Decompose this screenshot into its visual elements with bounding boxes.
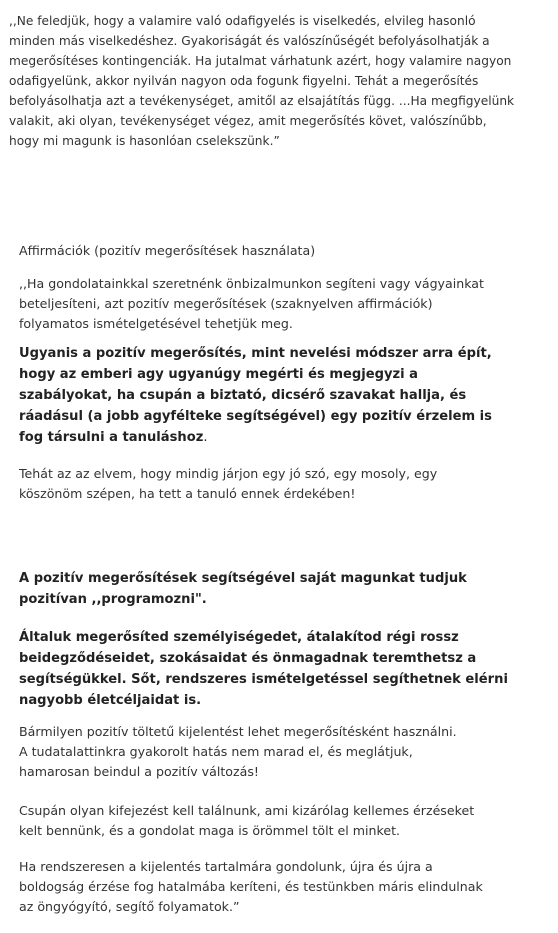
behaviour-quote bbox=[9, 11, 554, 151]
bold2-line: pozitívan ,,programozni". bbox=[19, 592, 207, 607]
bold-paragraph-personality bbox=[19, 627, 508, 711]
plain3-line: Csupán olyan kifejezést kell találnunk, ami kizárólag kellemes érzéseket bbox=[19, 803, 475, 818]
quote1-line: hogy mi magunk is hasonlóan cselekszünk.” bbox=[9, 134, 280, 148]
plain2-line: A tudatalattinkra gyakorolt hatás nem marad el, és meglátjuk, bbox=[19, 744, 413, 759]
quote1-line: valakit, aki olyan, tevékenységet végez, amit megerősítés követ, valószínűbb, bbox=[9, 114, 487, 128]
plain1-line: köszönöm szépen, ha tett a tanuló ennek érdekében! bbox=[19, 486, 356, 501]
bold1-line: szabályokat, ha csupán a biztató, dicsérő szavakat hallja, és bbox=[19, 388, 467, 403]
bold1-line: ráadásul (a jobb agyfélteke segítségével) egy pozitív érzelem is bbox=[19, 409, 492, 424]
quote2-line: folyamatos ismételgetésével tehetjük meg. bbox=[19, 316, 293, 331]
quote1-line: minden más viselkedéshez. Gyakoriságát és valószínűségét befolyásolhatják a bbox=[9, 34, 490, 48]
paragraph-principle bbox=[19, 464, 437, 504]
bold-paragraph-programming bbox=[19, 568, 467, 610]
section-heading: Affirmációk (pozitív megerősítések használata) bbox=[19, 243, 316, 258]
bold1-line: Ugyanis a pozitív megerősítés, mint nevelési módszer arra épít, bbox=[19, 346, 492, 361]
bold1-line: hogy az emberi agy ugyanúgy megérti és megjegyzi a bbox=[19, 367, 419, 382]
bold3-line: Általuk megerősíted személyiségedet, átalakítod régi rossz bbox=[19, 630, 459, 645]
plain4-line: Ha rendszeresen a kijelentés tartalmára gondolunk, újra és újra a bbox=[19, 859, 433, 874]
plain2-line: Bármilyen pozitív töltetű kijelentést lehet megerősítésként használni. bbox=[19, 724, 457, 739]
plain1-line: Tehát az az elvem, hogy mindig járjon egy jó szó, egy mosoly, egy bbox=[19, 466, 438, 481]
quote2-line: beteljesíteni, azt pozitív megerősítések (szaknyelven affirmációk) bbox=[19, 296, 433, 311]
bold1-line: fog társulni a tanuláshoz bbox=[19, 430, 204, 445]
quote2-line: ,,Ha gondolatainkkal szeretnénk önbizalmunkon segíteni vagy vágyainkat bbox=[19, 276, 484, 291]
quote1-line: ,,Ne feledjük, hogy a valamire való odafigyelés is viselkedés, elvileg hasonló bbox=[9, 14, 476, 28]
affirmation-quote bbox=[19, 274, 484, 334]
plain3-line: kelt bennünk, és a gondolat maga is örömmel tölt el minket. bbox=[19, 823, 401, 838]
plain4-line: boldogság érzése fog hatalmába keríteni, és testünkben máris elindulnak bbox=[19, 879, 483, 894]
plain2-line: hamarosan beindul a pozitív változás! bbox=[19, 764, 259, 779]
plain4-line: az öngyógyító, segítő folyamatok.” bbox=[19, 899, 240, 914]
bold-paragraph-method bbox=[19, 343, 492, 448]
quote1-line: odafigyelünk, akkor nyilván nagyon oda fogunk figyelni. Tehát a megerősítés bbox=[9, 74, 479, 88]
quote1-line: megerősítéses kontingenciák. Ha jutalmat várhatunk azért, hogy valamire nagyon bbox=[9, 54, 512, 68]
bold3-line: nagyobb életcéljaidat is. bbox=[19, 693, 202, 708]
bold3-line: beidegződéseidet, szokásaidat és önmagadnak teremthetsz a bbox=[19, 651, 477, 666]
paragraph-expression bbox=[19, 801, 474, 841]
quote1-line: befolyásolhatja azt a tevékenységet, amitől az elsajátítás függ. ...Ha megfigyelünk bbox=[9, 94, 515, 108]
bold2-line: A pozitív megerősítések segítségével saját magunkat tudjuk bbox=[19, 571, 467, 586]
paragraph-healing bbox=[19, 857, 483, 917]
paragraph-any-statement bbox=[19, 722, 457, 782]
bold3-line: segítségükkel. Sőt, rendszeres ismételgetéssel segíthetnek elérni bbox=[19, 672, 508, 687]
bold1-last-line bbox=[19, 427, 492, 448]
bold1-tail: . bbox=[203, 430, 208, 445]
